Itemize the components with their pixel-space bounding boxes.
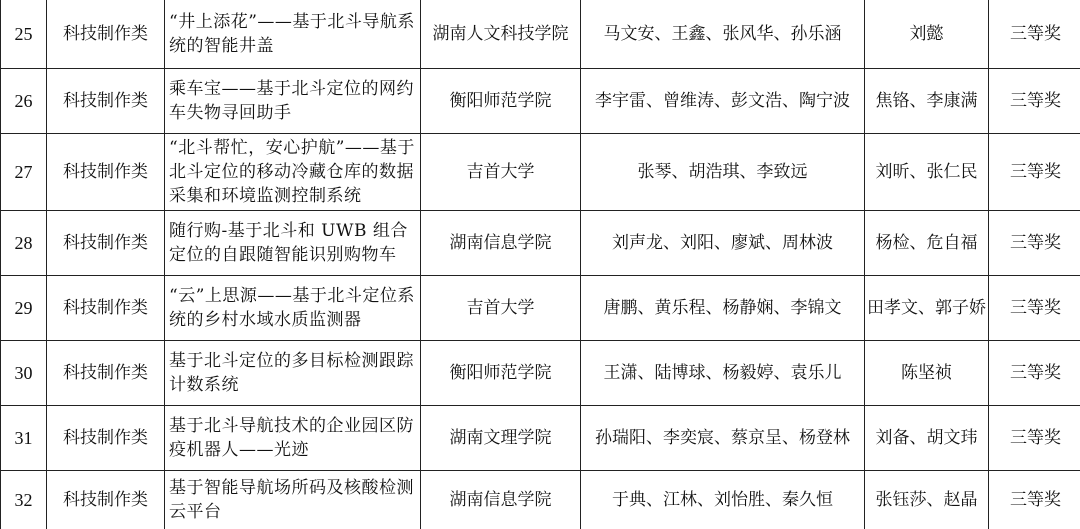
advisor-cell: 刘昕、张仁民 [865,134,989,211]
table-row [1,211,1080,276]
advisor-cell: 刘备、胡文玮 [865,406,989,471]
table-row [1,406,1080,471]
award-cell: 三等奖 [989,471,1080,529]
project-title-cell: 基于北斗导航技术的企业园区防疫机器人——光迹 [165,406,421,471]
project-title-cell: 随行购-基于北斗和 UWB 组合定位的自跟随智能识别购物车 [165,211,421,276]
award-cell: 三等奖 [989,276,1080,341]
row-number: 29 [1,276,47,341]
members-cell: 于典、江林、刘怡胜、秦久恒 [581,471,865,529]
advisor-cell: 焦铬、李康满 [865,69,989,134]
members-cell: 李宇雷、曾维涛、彭文浩、陶宁波 [581,69,865,134]
project-title-cell: 乘车宝——基于北斗定位的网约车失物寻回助手 [165,69,421,134]
members-cell: 王潇、陆博球、杨毅婷、袁乐儿 [581,341,865,406]
category-cell: 科技制作类 [47,0,165,69]
project-title-cell: “北斗帮忙，安心护航”——基于北斗定位的移动冷藏仓库的数据采集和环境监测控制系统 [165,134,421,211]
category-cell: 科技制作类 [47,69,165,134]
table-row [1,0,1080,69]
award-cell: 三等奖 [989,0,1080,69]
school-cell: 湖南信息学院 [421,471,581,529]
award-cell: 三等奖 [989,341,1080,406]
award-cell: 三等奖 [989,69,1080,134]
table-row [1,471,1080,529]
category-cell: 科技制作类 [47,134,165,211]
members-cell: 刘声龙、刘阳、廖斌、周林波 [581,211,865,276]
table-row [1,134,1080,211]
project-title-cell: 基于智能导航场所码及核酸检测云平台 [165,471,421,529]
school-cell: 吉首大学 [421,134,581,211]
members-cell: 马文安、王鑫、张风华、孙乐涵 [581,0,865,69]
school-cell: 衡阳师范学院 [421,69,581,134]
award-cell: 三等奖 [989,134,1080,211]
table-row [1,276,1080,341]
row-number: 30 [1,341,47,406]
project-title-cell: “井上添花”——基于北斗导航系统的智能井盖 [165,0,421,69]
row-number: 25 [1,0,47,69]
advisor-cell: 杨检、危自福 [865,211,989,276]
row-number: 26 [1,69,47,134]
category-cell: 科技制作类 [47,211,165,276]
table-row [1,69,1080,134]
school-cell: 衡阳师范学院 [421,341,581,406]
members-cell: 张琴、胡浩琪、李致远 [581,134,865,211]
school-cell: 湖南人文科技学院 [421,0,581,69]
row-number: 31 [1,406,47,471]
school-cell: 吉首大学 [421,276,581,341]
project-title-cell: “云”上思源——基于北斗定位系统的乡村水域水质监测器 [165,276,421,341]
row-number: 32 [1,471,47,529]
row-number: 27 [1,134,47,211]
members-cell: 孙瑞阳、李奕宸、蔡京呈、杨登林 [581,406,865,471]
award-cell: 三等奖 [989,406,1080,471]
awards-table-body [1,0,1080,529]
row-number: 28 [1,211,47,276]
category-cell: 科技制作类 [47,341,165,406]
award-cell: 三等奖 [989,211,1080,276]
category-cell: 科技制作类 [47,406,165,471]
advisor-cell: 刘懿 [865,0,989,69]
advisor-cell: 田孝文、郭子娇 [865,276,989,341]
members-cell: 唐鹏、黄乐程、杨静娴、李锦文 [581,276,865,341]
advisor-cell: 张钰莎、赵晶 [865,471,989,529]
advisor-cell: 陈坚祯 [865,341,989,406]
project-title-cell: 基于北斗定位的多目标检测跟踪计数系统 [165,341,421,406]
school-cell: 湖南文理学院 [421,406,581,471]
category-cell: 科技制作类 [47,471,165,529]
category-cell: 科技制作类 [47,276,165,341]
table-row [1,341,1080,406]
school-cell: 湖南信息学院 [421,211,581,276]
